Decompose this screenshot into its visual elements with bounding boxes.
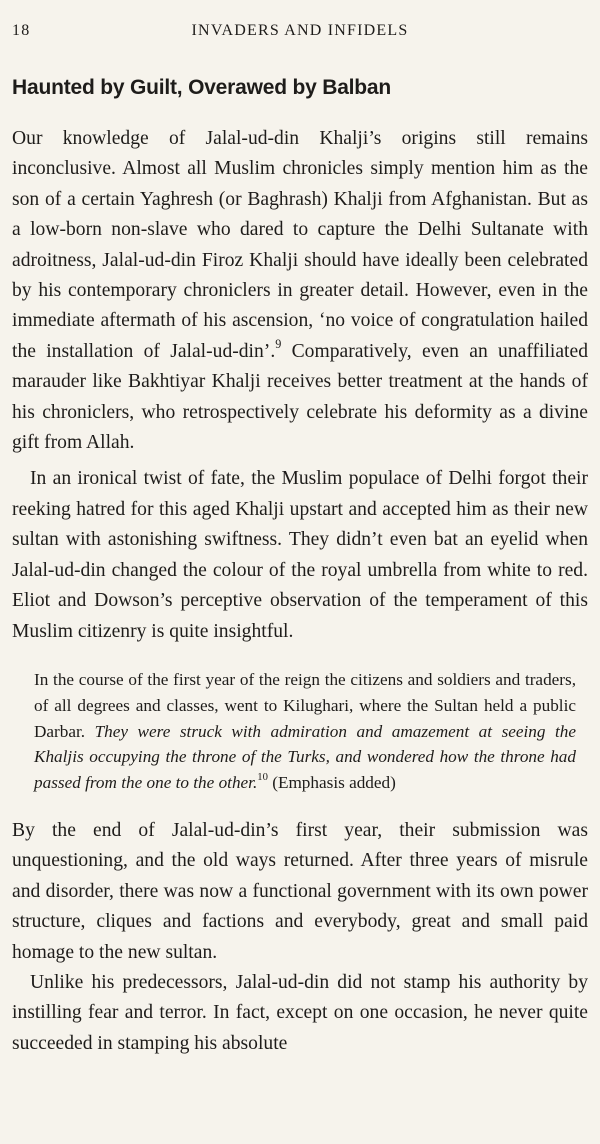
paragraph-1-text-b: Comparatively, even an unaffiliated marauder like Bakhtiyar Khalji receives better treatment at the hands of his chroniclers, who retrospectively celebrate his deformity as a divine gift from Allah. xyxy=(12,340,588,454)
block-quote-text-a: In the course of the first year of the reign the citizens and soldiers and traders, of all degrees and classes, went to Kilughari, where the Sultan held a public Darbar. xyxy=(34,669,576,741)
block-quote-emphasis: They were struck with admiration and amazement at seeing the Khaljis occupying the throne of the Turks, and wondered how the throne had passed from the one to the other. xyxy=(34,721,577,793)
paragraph-3: By the end of Jalal-ud-din’s first year, their submission was unquestioning, and the old ways returned. After three years of misrule and disorder, there was now a functional government with its own power structure, cliques and factions and everybody, great and small paid homage to the new sultan. xyxy=(12,819,588,963)
block-quote xyxy=(12,667,588,796)
page-number: 18 xyxy=(12,22,31,39)
paragraph-4: Unlike his predecessors, Jalal-ud-din did not stamp his authority by instilling fear and terror. In fact, except on one occasion, he never quite succeeded in stamping his absolute xyxy=(12,971,588,1054)
paragraph-2: In an ironical twist of fate, the Muslim populace of Delhi forgot their reeking hatred for this aged Khalji upstart and accepted him as their new sultan with astonishing swiftness. They didn’t even bat an eyelid when Jalal-ud-din changed the colour of the royal umbrella from white to red. Eliot and Dowson’s perceptive observation of the temperament of this Muslim citizenry is quite insightful. xyxy=(12,468,588,642)
block-quote-text-b: (Emphasis added) xyxy=(267,773,396,793)
section-heading: Haunted by Guilt, Overawed by Balban xyxy=(12,76,392,99)
footnote-ref-10: 10 xyxy=(257,771,268,783)
paragraph-1 xyxy=(12,124,588,458)
footnote-ref-9: 9 xyxy=(275,336,282,351)
book-title: INVADERS AND INFIDELS xyxy=(191,22,409,39)
paragraph-1-text-a: Our knowledge of Jalal-ud-din Khalji’s origins still remains inconclusive. Almost all Muslim chronicles simply mention him as the son of a certain Yaghresh (or Baghrash) Khalji from Afghanistan. But as a low-born non-slave who dared to capture the Delhi Sultanate with adroitness, Jalal-ud-din Firoz Khalji should have ideally been celebrated by his contemporary chroniclers in greater detail. However, even in the immediate aftermath of his ascension, ‘no voice of congratulation hailed the installation of Jalal-ud-din’. xyxy=(12,128,588,362)
running-header xyxy=(12,22,588,48)
body-text xyxy=(12,124,588,1059)
